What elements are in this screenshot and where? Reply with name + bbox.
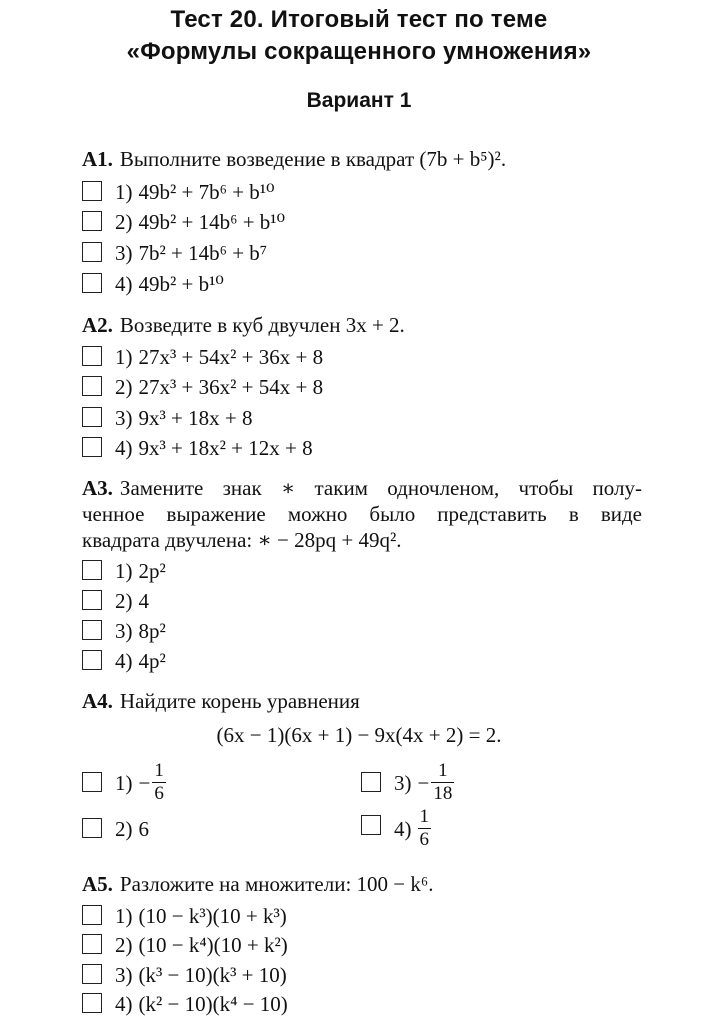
fraction: $\frac{1}{6}$ bbox=[419, 806, 429, 850]
question-a3-line1 bbox=[82, 475, 642, 501]
answer-checkbox[interactable] bbox=[82, 993, 102, 1013]
answer-checkbox[interactable] bbox=[82, 560, 102, 580]
answer-checkbox[interactable] bbox=[82, 273, 102, 293]
answer-checkbox[interactable] bbox=[82, 346, 102, 366]
question-a4 bbox=[82, 688, 642, 714]
question-number: А5. bbox=[82, 872, 113, 896]
option-text: (k² − 10)(k⁴ − 10) bbox=[138, 992, 288, 1016]
option-text: 9x³ + 18x + 8 bbox=[138, 406, 253, 430]
answer-checkbox[interactable] bbox=[82, 964, 102, 984]
question-a5 bbox=[82, 871, 642, 897]
option-text: 27x³ + 36x² + 54x + 8 bbox=[138, 375, 324, 399]
answer-checkbox[interactable] bbox=[82, 181, 102, 201]
test-title-line1: Тест 20. Итоговый тест по теме bbox=[170, 6, 548, 33]
question-text: Возведите в куб двучлен 3x + 2. bbox=[119, 313, 405, 337]
answer-checkbox[interactable] bbox=[361, 772, 381, 792]
question-number: А3. bbox=[82, 476, 113, 500]
option-text: (10 − k⁴)(10 + k²) bbox=[138, 933, 288, 957]
answer-checkbox[interactable] bbox=[82, 407, 102, 427]
question-a3-line2: ченное выражение можно было представить в виде bbox=[82, 502, 642, 526]
answer-checkbox[interactable] bbox=[82, 650, 102, 670]
question-number: А4. bbox=[82, 689, 113, 713]
option-text: 49b² + 14b⁶ + b¹⁰ bbox=[138, 210, 286, 234]
option-text: 27x³ + 54x² + 36x + 8 bbox=[138, 345, 324, 369]
question-a2 bbox=[82, 312, 642, 338]
answer-checkbox[interactable] bbox=[82, 242, 102, 262]
answer-checkbox[interactable] bbox=[82, 376, 102, 396]
option-text: 49b² + 7b⁶ + b¹⁰ bbox=[138, 180, 275, 204]
equation: (6x − 1)(6x + 1) − 9x(4x + 2) = 2. bbox=[216, 723, 502, 747]
answer-checkbox[interactable] bbox=[82, 934, 102, 954]
test-page: Тест 20. Итоговый тест по теме «Формулы сокращенного умножения» Вариант 1 А1. Выполните возведение в квадрат (7b + b⁵)². 1) 49b² + 7b⁶ + b¹⁰ 2) 49b² + 14b⁶ + b¹⁰ 3) 7b² + 14b⁶ + b⁷ 4) 49b² + b¹⁰ А2. Возведите в куб двучлен 3x + 2. 1) 27x³ + 54x² + 36x + 8 2) 27x³ + 36x² + 54x + 8 3) 9x³ + 18x + 8 4) 9x³ + 18x² + 12x + 8 А3. Замените знак ∗ таким одночленом, чтобы полу- ченное выражение можно было представить в виде квадрата двучлена: ∗ − 28pq + 49q². 1) 2p² 2) 4 3) 8p² 4) 4p² А4. Найдите корень уравнения (6x − 1)(6x + 1) − 9x(4x + 2) = 2. 1) − $\frac{1}{6}$ 2) 6 3) − $\frac{1}{18}$ 4) $\frac{1}{6}$ А5. Разложите на множители: 100 − k⁶. 1) (10 − k³)(10 + k³) 2) (10 − k⁴)(10 + k²) 3) (k³ − 10)(k³ + 10) 4) (k² − 10)(k⁴ − 10) bbox=[0, 0, 718, 1024]
question-text: Найдите корень уравнения bbox=[119, 689, 360, 713]
option-text: 8p² bbox=[138, 619, 166, 643]
option-text: (10 − k³)(10 + k³) bbox=[138, 904, 287, 928]
answer-checkbox[interactable] bbox=[82, 818, 102, 838]
option-text: 7b² + 14b⁶ + b⁷ bbox=[138, 241, 268, 265]
answer-checkbox[interactable] bbox=[82, 437, 102, 457]
answer-checkbox[interactable] bbox=[361, 815, 381, 835]
answer-checkbox[interactable] bbox=[82, 211, 102, 231]
question-number: А1. bbox=[82, 147, 113, 171]
answer-checkbox[interactable] bbox=[82, 590, 102, 610]
option-text: 6 bbox=[138, 817, 149, 841]
fraction: $\frac{1}{18}$ bbox=[433, 760, 453, 804]
fraction: $\frac{1}{6}$ bbox=[154, 760, 164, 804]
option-text: (k³ − 10)(k³ + 10) bbox=[138, 963, 287, 987]
option-text: 49b² + b¹⁰ bbox=[138, 272, 224, 296]
question-a1 bbox=[82, 146, 642, 172]
question-text: Разложите на множители: 100 − k⁶. bbox=[119, 872, 434, 896]
variant-label: Вариант 1 bbox=[306, 89, 412, 112]
option-text: 4p² bbox=[138, 649, 166, 673]
question-number: А2. bbox=[82, 313, 113, 337]
answer-checkbox[interactable] bbox=[82, 620, 102, 640]
answer-checkbox[interactable] bbox=[82, 772, 102, 792]
option-text: 4 bbox=[138, 589, 149, 613]
question-text: Замените знак ∗ таким одночленом, чтобы полу- bbox=[119, 476, 642, 500]
option-text: 2p² bbox=[138, 559, 166, 583]
question-a3-line3: квадрата двучлена: ∗ − 28pq + 49q². bbox=[82, 528, 402, 552]
test-title-line2: «Формулы сокращенного умножения» bbox=[126, 38, 592, 65]
option-text: 9x³ + 18x² + 12x + 8 bbox=[138, 436, 313, 460]
question-text: Выполните возведение в квадрат (7b + b⁵)². bbox=[119, 147, 507, 171]
answer-checkbox[interactable] bbox=[82, 905, 102, 925]
